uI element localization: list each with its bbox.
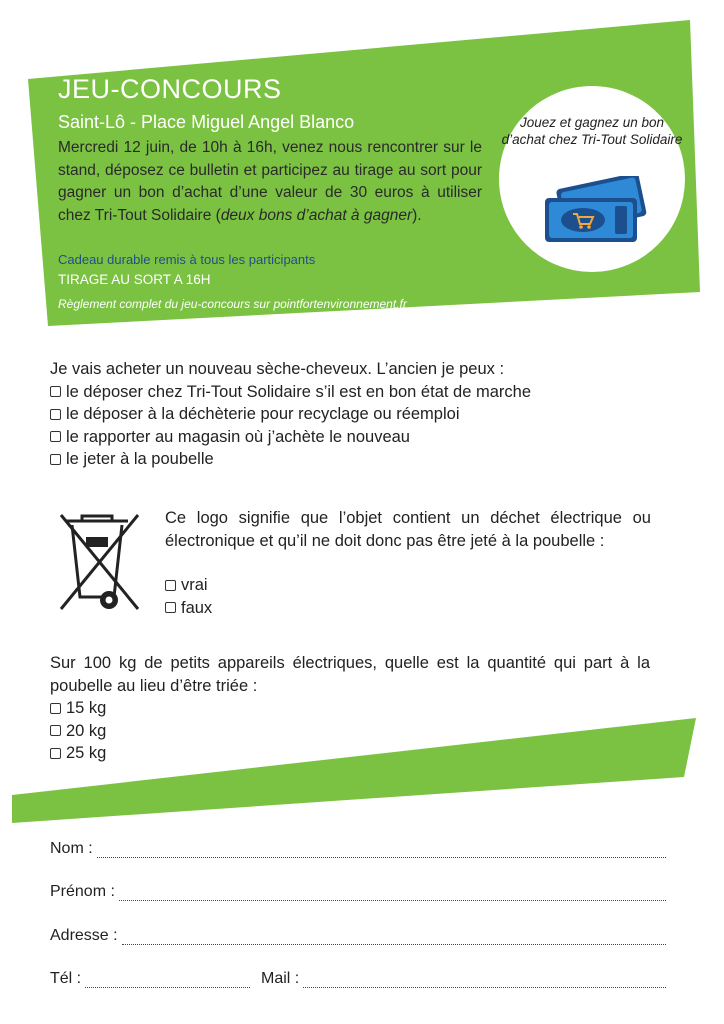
address-label: Adresse : [50, 927, 118, 944]
phone-field[interactable] [50, 970, 250, 988]
question-1-prompt: Je vais acheter un nouveau sèche-cheveux. L’ancien je peux : [50, 360, 505, 378]
banner-title: JEU-CONCOURS [58, 74, 282, 104]
question-1-option[interactable] [50, 426, 531, 449]
name-field[interactable] [50, 840, 666, 858]
address-field[interactable] [50, 927, 666, 945]
question-1-option[interactable] [50, 403, 531, 426]
gift-note: Cadeau durable remis à tous les participants [58, 252, 316, 267]
voucher-tickets-icon [535, 176, 655, 246]
crossed-out-bin-icon [58, 507, 148, 617]
prize-circle [499, 86, 685, 272]
question-1-option[interactable] [50, 381, 531, 404]
option-label: le jeter à la poubelle [66, 450, 214, 468]
description-end: ). [412, 206, 422, 224]
question-1 [50, 358, 531, 471]
firstname-line[interactable] [119, 886, 666, 901]
checkbox[interactable] [50, 431, 61, 442]
option-label: 25 kg [66, 744, 107, 762]
option-label: le rapporter au magasin où j’achète le nouveau [66, 427, 410, 446]
name-line[interactable] [97, 843, 666, 858]
option-label: 20 kg [66, 721, 107, 740]
question-2-option[interactable] [165, 597, 212, 620]
question-2-options [165, 574, 212, 619]
contest-banner [0, 0, 724, 340]
prize-circle-text: Jouez et gagnez un bon d’achat chez Tri-Tout Solidaire [501, 115, 683, 147]
name-label: Nom : [50, 840, 93, 857]
checkbox[interactable] [50, 703, 61, 714]
question-3-prompt: Sur 100 kg de petits appareils électriques, quelle est la quantité qui part à la poubelle au lieu d’être triée : [50, 654, 650, 695]
banner-description [58, 137, 482, 227]
checkbox[interactable] [50, 386, 61, 397]
firstname-label: Prénom : [50, 883, 115, 900]
description-italic: deux bons d’achat à gagner [220, 206, 413, 224]
option-label: 15 kg [66, 699, 107, 717]
checkbox[interactable] [165, 602, 176, 613]
phone-line[interactable] [85, 973, 250, 988]
option-label: vrai [181, 576, 208, 594]
draw-time: TIRAGE AU SORT A 16H [58, 272, 211, 287]
checkbox[interactable] [50, 454, 61, 465]
email-field[interactable] [261, 970, 666, 988]
option-label: le déposer à la déchèterie pour recyclage ou réemploi [66, 405, 460, 423]
question-2-option[interactable] [165, 574, 212, 597]
description-main: Mercredi 12 juin, de 10h à 16h, venez nous rencontrer sur le stand, déposez ce bulletin et participez au tirage au sort pour gagner un bon d’achat d’une valeur de 30 euros à utiliser chez Tri-Tout Solidaire ( [58, 139, 482, 224]
email-line[interactable] [303, 973, 666, 988]
option-label: faux [181, 598, 213, 617]
rules-link-text: Règlement complet du jeu-concours sur pointfortenvironnement.fr [58, 297, 407, 311]
phone-label: Tél : [50, 970, 82, 987]
email-label: Mail : [261, 970, 300, 987]
checkbox[interactable] [165, 580, 176, 591]
checkbox[interactable] [50, 409, 61, 420]
address-line[interactable] [122, 930, 666, 945]
banner-subtitle: Saint-Lô - Place Miguel Angel Blanco [58, 112, 355, 132]
green-divider [0, 715, 724, 825]
firstname-field[interactable] [50, 883, 666, 901]
question-2-prompt: Ce logo signifie que l’objet contient un déchet électrique ou électronique et qu’il ne doit donc pas être jeté à la poubelle : [165, 509, 651, 550]
question-1-option[interactable] [50, 448, 531, 471]
option-label: le déposer chez Tri-Tout Solidaire s’il est en bon état de marche [66, 382, 531, 401]
